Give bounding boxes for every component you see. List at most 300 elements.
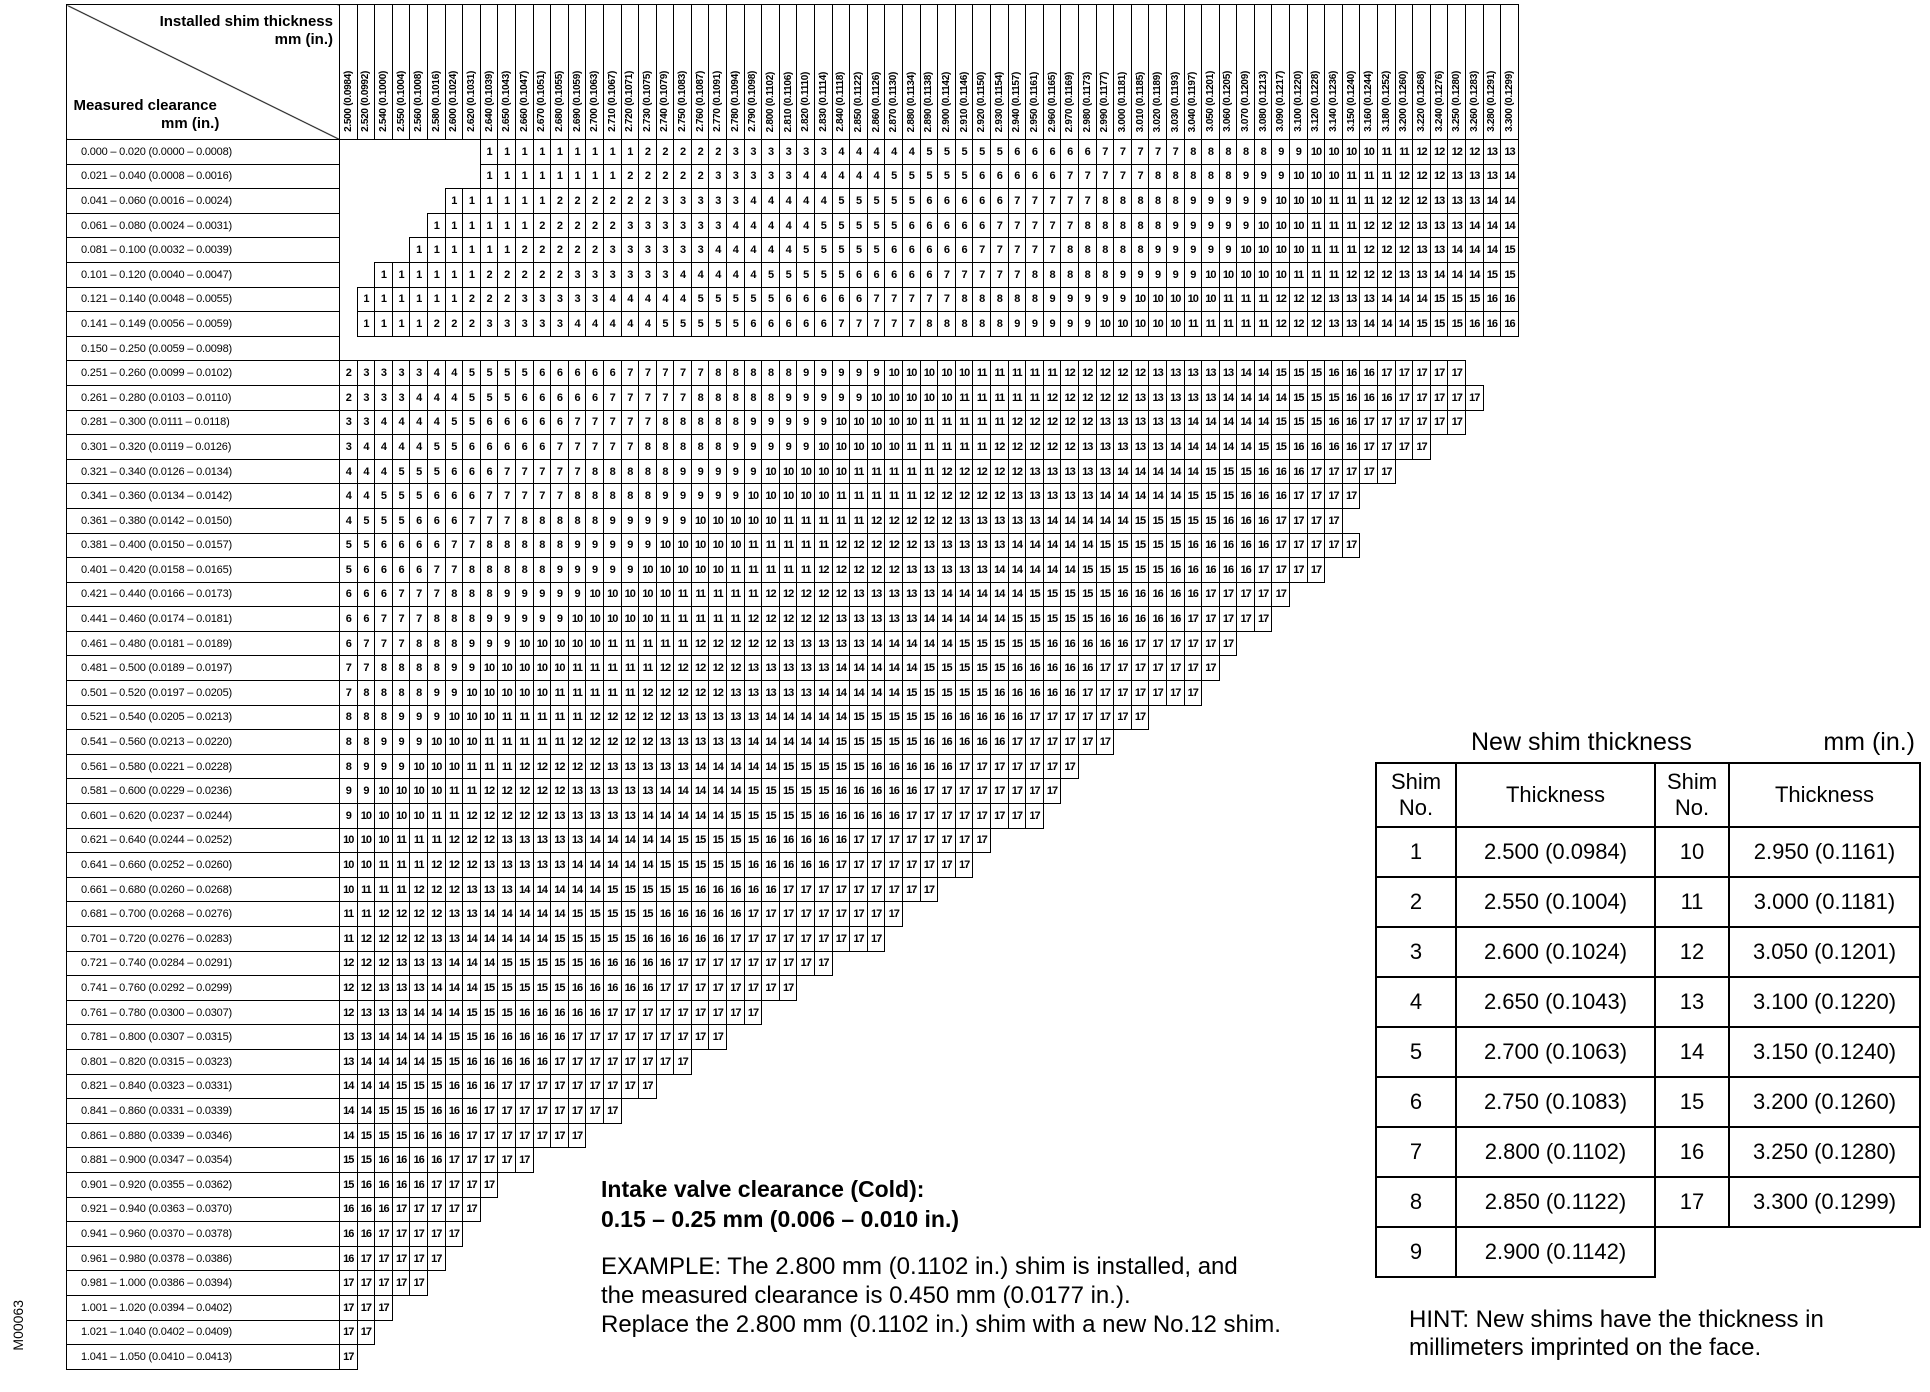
shim-number-cell: 14 (691, 804, 709, 829)
empty-cell (1237, 1099, 1255, 1124)
empty-cell (1166, 1197, 1184, 1222)
column-header-text: 2.980 (0.1173) (1081, 71, 1093, 132)
empty-cell (1096, 779, 1114, 804)
shim-number-cell: 15 (1026, 607, 1044, 632)
shim-number-cell: 1 (445, 189, 463, 214)
measured-clearance-row-label: 0.701 – 0.720 (0.0276 – 0.0283) (67, 927, 340, 952)
clearance-row (67, 459, 1519, 484)
shim-number-cell: 17 (445, 1172, 463, 1197)
empty-cell (903, 1099, 921, 1124)
shim-number-cell: 16 (955, 730, 973, 755)
shim-number-cell: 9 (1184, 262, 1202, 287)
shim-number-cell: 16 (639, 976, 657, 1001)
empty-cell (1237, 1025, 1255, 1050)
shim-number-cell: 15 (1290, 385, 1308, 410)
shim-number-cell: 6 (375, 558, 393, 583)
shim-number-cell: 16 (1342, 361, 1360, 386)
empty-cell (1202, 1099, 1220, 1124)
installed-thickness-column-header (762, 5, 780, 140)
shim-number-cell: 9 (709, 459, 727, 484)
shim-number-cell: 5 (463, 361, 481, 386)
shim-number-cell: 12 (1430, 140, 1448, 165)
shim-number-cell: 14 (586, 828, 604, 853)
empty-cell (973, 1345, 991, 1370)
shim-number-cell: 7 (603, 410, 621, 435)
shim-number-cell: 9 (463, 631, 481, 656)
shim-number-cell: 3 (568, 262, 586, 287)
empty-cell (1466, 558, 1484, 583)
column-header-text: 3.060 (0.1205) (1222, 71, 1234, 132)
shim-number-cell: 12 (1655, 927, 1729, 977)
empty-cell (445, 164, 463, 189)
shim-thickness-cell: 2.650 (0.1043) (1456, 977, 1655, 1027)
empty-cell (797, 1049, 815, 1074)
empty-cell (832, 1049, 850, 1074)
shim-number-cell: 8 (533, 558, 551, 583)
shim-number-cell: 1 (392, 312, 410, 337)
empty-cell (1342, 1148, 1360, 1173)
empty-cell (1290, 582, 1308, 607)
clearance-row (67, 1099, 1519, 1124)
shim-number-cell: 12 (867, 508, 885, 533)
empty-cell (938, 1099, 956, 1124)
shim-number-cell: 14 (463, 927, 481, 952)
empty-cell (1342, 754, 1360, 779)
empty-cell (1307, 1049, 1325, 1074)
shim-number-cell: 8 (498, 558, 516, 583)
shim-number-cell: 17 (674, 976, 692, 1001)
shim-number-cell: 10 (1325, 164, 1343, 189)
shim-number-cell: 3 (779, 164, 797, 189)
shim-number-cell: 12 (621, 705, 639, 730)
shim-number-cell: 16 (850, 779, 868, 804)
empty-cell (1219, 1074, 1237, 1099)
shim-number-cell: 1 (463, 262, 481, 287)
shim-number-cell: 14 (691, 754, 709, 779)
empty-cell (990, 1099, 1008, 1124)
shim-number-cell: 9 (1184, 189, 1202, 214)
shim-number-cell: 16 (463, 1049, 481, 1074)
shim-number-cell: 11 (744, 558, 762, 583)
empty-cell (392, 1345, 410, 1370)
shim-thickness-cell: 3.300 (0.1299) (1729, 1177, 1920, 1227)
empty-cell (1078, 927, 1096, 952)
shim-number-cell: 7 (1043, 189, 1061, 214)
shim-number-cell: 12 (955, 459, 973, 484)
shim-number-cell: 17 (1378, 361, 1396, 386)
shim-number-cell: 16 (410, 1123, 428, 1148)
shim-number-cell: 14 (867, 631, 885, 656)
empty-cell (1061, 1197, 1079, 1222)
shim-number-cell: 6 (445, 508, 463, 533)
shim-number-cell: 4 (375, 435, 393, 460)
shim-number-cell: 16 (639, 951, 657, 976)
shim-number-cell: 13 (1061, 484, 1079, 509)
empty-cell (1131, 1222, 1149, 1247)
shim-number-cell: 17 (903, 853, 921, 878)
shim-number-cell: 9 (1219, 238, 1237, 263)
empty-cell (1131, 1074, 1149, 1099)
shim-number-cell: 14 (639, 828, 657, 853)
shim-number-cell: 8 (445, 582, 463, 607)
shim-number-cell: 15 (709, 853, 727, 878)
clearance-line-2: 0.15 – 0.25 mm (0.006 – 0.010 in.) (601, 1206, 960, 1232)
empty-cell (1272, 828, 1290, 853)
empty-cell (1008, 1197, 1026, 1222)
shim-number-cell: 14 (480, 902, 498, 927)
shim-number-cell: 16 (603, 976, 621, 1001)
shim-table-row (1376, 827, 1920, 877)
shim-number-cell: 13 (779, 631, 797, 656)
shim-number-cell: 14 (920, 631, 938, 656)
shim-number-cell: 5 (515, 361, 533, 386)
shim-number-cell: 12 (1395, 238, 1413, 263)
clearance-row (67, 656, 1519, 681)
shim-number-cell: 17 (551, 1049, 569, 1074)
shim-number-cell: 14 (656, 804, 674, 829)
shim-number-cell: 17 (357, 1271, 375, 1296)
shim-number-cell: 7 (586, 410, 604, 435)
empty-cell (1272, 951, 1290, 976)
empty-cell (1184, 804, 1202, 829)
shim-number-cell: 17 (990, 754, 1008, 779)
empty-cell (1026, 828, 1044, 853)
shim-number-cell: 12 (427, 853, 445, 878)
empty-cell (392, 140, 410, 165)
shim-number-cell: 17 (603, 1025, 621, 1050)
shim-number-cell: 7 (1043, 213, 1061, 238)
shim-number-cell: 13 (797, 681, 815, 706)
column-header-text: 2.760 (0.1087) (694, 71, 706, 132)
shim-number-cell: 7 (621, 385, 639, 410)
shim-number-cell: 1 (498, 140, 516, 165)
empty-cell (1501, 385, 1519, 410)
empty-cell (1096, 1074, 1114, 1099)
shim-number-cell: 3 (357, 361, 375, 386)
shim-number-cell: 8 (727, 385, 745, 410)
shim-number-cell: 13 (1448, 189, 1466, 214)
empty-cell (674, 1148, 692, 1173)
empty-cell (1219, 1000, 1237, 1025)
hint-text (1409, 1306, 1824, 1362)
empty-cell (1114, 1172, 1132, 1197)
shim-number-cell: 9 (568, 558, 586, 583)
shim-number-cell: 6 (920, 238, 938, 263)
shim-number-cell: 13 (850, 607, 868, 632)
installed-thickness-column-header (1413, 5, 1431, 140)
shim-number-cell: 8 (639, 484, 657, 509)
shim-thickness-cell: 3.200 (0.1260) (1729, 1077, 1920, 1127)
shim-number-cell: 17 (1360, 459, 1378, 484)
shim-number-cell: 13 (1114, 435, 1132, 460)
shim-number-cell: 14 (903, 656, 921, 681)
empty-cell (1254, 1000, 1272, 1025)
shim-number-cell: 6 (515, 435, 533, 460)
shim-number-cell: 16 (1254, 508, 1272, 533)
empty-cell (920, 1345, 938, 1370)
empty-cell (1008, 1025, 1026, 1050)
shim-number-cell: 5 (656, 312, 674, 337)
empty-cell (744, 1049, 762, 1074)
shim-number-cell: 7 (392, 582, 410, 607)
shim-number-cell: 14 (357, 1099, 375, 1124)
shim-number-cell: 17 (1131, 705, 1149, 730)
installed-thickness-column-header (410, 5, 428, 140)
shim-number-cell: 17 (1166, 656, 1184, 681)
empty-cell (1061, 1000, 1079, 1025)
empty-cell (1166, 730, 1184, 755)
shim-number-cell: 6 (955, 189, 973, 214)
shim-number-cell: 17 (1272, 558, 1290, 583)
shim-number-cell: 2 (498, 287, 516, 312)
empty-cell (885, 1099, 903, 1124)
shim-number-cell: 11 (832, 508, 850, 533)
column-header-text: 2.790 (0.1098) (747, 71, 759, 132)
shim-number-cell: 12 (955, 484, 973, 509)
empty-cell (1290, 1099, 1308, 1124)
empty-cell (1325, 1320, 1343, 1345)
empty-cell (920, 902, 938, 927)
shim-number-cell: 4 (375, 459, 393, 484)
shim-number-cell: 13 (920, 533, 938, 558)
shim-number-cell: 14 (779, 705, 797, 730)
shim-number-cell: 14 (1219, 435, 1237, 460)
shim-number-cell: 6 (357, 558, 375, 583)
empty-cell (1290, 1222, 1308, 1247)
empty-cell (1061, 951, 1079, 976)
shim-number-cell: 11 (903, 459, 921, 484)
example-text (601, 1252, 1281, 1339)
shim-number-cell: 9 (656, 484, 674, 509)
shim-number-cell: 7 (920, 287, 938, 312)
shim-number-cell: 17 (709, 951, 727, 976)
shim-number-cell: 8 (427, 607, 445, 632)
empty-cell (427, 1295, 445, 1320)
shim-number-cell: 11 (903, 484, 921, 509)
shim-number-cell: 13 (410, 951, 428, 976)
shim-table-title-bar (1375, 722, 1921, 762)
empty-cell (1501, 435, 1519, 460)
shim-number-cell: 17 (357, 1320, 375, 1345)
empty-cell (1254, 1049, 1272, 1074)
shim-number-cell: 4 (815, 189, 833, 214)
shim-number-cell: 16 (480, 1074, 498, 1099)
shim-number-cell: 14 (410, 1025, 428, 1050)
shim-number-cell: 12 (1008, 410, 1026, 435)
shim-number-cell: 15 (674, 853, 692, 878)
shim-number-cell: 15 (568, 902, 586, 927)
shim-number-cell: 3 (375, 385, 393, 410)
empty-cell (990, 877, 1008, 902)
shim-number-cell: 12 (568, 730, 586, 755)
shim-number-cell: 9 (445, 656, 463, 681)
shim-number-cell: 13 (1008, 508, 1026, 533)
shim-number-cell: 9 (1166, 238, 1184, 263)
shim-number-cell: 3 (639, 213, 657, 238)
empty-cell (1395, 459, 1413, 484)
shim-number-cell: 14 (1078, 508, 1096, 533)
shim-number-cell: 10 (885, 435, 903, 460)
measured-clearance-row-label: 0.301 – 0.320 (0.0119 – 0.0126) (67, 435, 340, 460)
empty-cell (551, 1271, 569, 1296)
empty-cell (903, 1148, 921, 1173)
shim-no-header: Shim No. (1376, 763, 1456, 827)
installed-thickness-column-header (1360, 5, 1378, 140)
empty-cell (1096, 902, 1114, 927)
shim-number-cell: 14 (779, 730, 797, 755)
empty-cell (797, 1025, 815, 1050)
empty-cell (1096, 1025, 1114, 1050)
empty-cell (674, 1074, 692, 1099)
column-header-text: 3.160 (0.1244) (1363, 71, 1375, 132)
shim-number-cell: 8 (586, 508, 604, 533)
shim-number-cell: 9 (1061, 287, 1079, 312)
shim-number-cell: 13 (867, 582, 885, 607)
empty-cell (1254, 1197, 1272, 1222)
shim-number-cell: 10 (392, 779, 410, 804)
shim-number-cell: 15 (1272, 435, 1290, 460)
shim-number-cell: 12 (1413, 140, 1431, 165)
shim-number-cell: 15 (480, 1000, 498, 1025)
shim-number-cell: 9 (603, 558, 621, 583)
shim-number-cell: 14 (1078, 533, 1096, 558)
empty-cell (727, 1123, 745, 1148)
shim-number-cell: 14 (1237, 385, 1255, 410)
column-header-text: 3.010 (0.1185) (1134, 71, 1146, 132)
empty-cell (1272, 1148, 1290, 1173)
shim-number-cell: 4 (850, 164, 868, 189)
shim-number-cell: 17 (568, 1099, 586, 1124)
shim-number-cell: 10 (445, 754, 463, 779)
shim-number-cell: 3 (744, 140, 762, 165)
empty-cell (1131, 804, 1149, 829)
empty-cell (1342, 1099, 1360, 1124)
shim-number-cell: 16 (709, 902, 727, 927)
shim-number-cell: 11 (340, 927, 358, 952)
shim-number-cell: 17 (1325, 459, 1343, 484)
empty-cell (1237, 1123, 1255, 1148)
shim-number-cell: 11 (1342, 238, 1360, 263)
shim-number-cell: 14 (639, 853, 657, 878)
shim-number-cell: 10 (1202, 262, 1220, 287)
empty-cell (779, 1000, 797, 1025)
column-header-text: 2.910 (0.1146) (958, 71, 970, 132)
shim-number-cell: 14 (639, 804, 657, 829)
empty-cell (1378, 1345, 1396, 1370)
shim-number-cell: 17 (867, 828, 885, 853)
column-header-text: 2.650 (0.1043) (501, 71, 513, 132)
empty-cell (779, 1074, 797, 1099)
empty-cell (1202, 1123, 1220, 1148)
shim-number-cell: 3 (709, 164, 727, 189)
shim-number-cell: 8 (410, 656, 428, 681)
empty-cell (727, 1049, 745, 1074)
empty-cell (903, 1123, 921, 1148)
empty-cell (1254, 804, 1272, 829)
empty-cell (674, 1123, 692, 1148)
empty-cell (1466, 681, 1484, 706)
empty-cell (533, 1148, 551, 1173)
shim-number-cell: 8 (480, 533, 498, 558)
shim-number-cell: 15 (797, 804, 815, 829)
empty-cell (1378, 484, 1396, 509)
shim-number-cell: 5 (463, 385, 481, 410)
empty-cell (1307, 976, 1325, 1001)
shim-number-cell: 14 (1184, 410, 1202, 435)
shim-number-cell: 2 (480, 262, 498, 287)
shim-number-cell: 8 (410, 681, 428, 706)
shim-number-cell: 8 (1096, 262, 1114, 287)
empty-cell (1342, 1123, 1360, 1148)
empty-cell (1149, 853, 1167, 878)
shim-number-cell: 13 (674, 705, 692, 730)
shim-number-cell: 17 (656, 1000, 674, 1025)
shim-number-cell: 17 (744, 902, 762, 927)
shim-number-cell: 10 (955, 361, 973, 386)
empty-cell (1131, 754, 1149, 779)
measured-clearance-row-label: 0.601 – 0.620 (0.0237 – 0.0244) (67, 804, 340, 829)
shim-number-cell: 9 (674, 484, 692, 509)
empty-cell (357, 140, 375, 165)
shim-number-cell: 1 (392, 262, 410, 287)
shim-number-cell: 5 (340, 533, 358, 558)
shim-number-cell: 5 (867, 213, 885, 238)
shim-number-cell: 16 (1360, 385, 1378, 410)
shim-number-cell: 4 (832, 140, 850, 165)
shim-number-cell: 10 (1325, 140, 1343, 165)
shim-number-cell: 4 (357, 435, 375, 460)
shim-number-cell: 17 (1290, 508, 1308, 533)
clearance-row (67, 730, 1519, 755)
shim-number-cell: 9 (850, 385, 868, 410)
empty-cell (973, 1074, 991, 1099)
empty-cell (1325, 582, 1343, 607)
empty-cell (850, 951, 868, 976)
shim-number-cell: 17 (815, 877, 833, 902)
shim-number-cell: 14 (885, 656, 903, 681)
empty-cell (1219, 1197, 1237, 1222)
installed-thickness-column-header (1184, 5, 1202, 140)
empty-cell (1430, 435, 1448, 460)
installed-thickness-column-header (1272, 5, 1290, 140)
shim-number-cell: 5 (357, 508, 375, 533)
shim-number-cell: 8 (392, 681, 410, 706)
shim-number-cell: 14 (1395, 287, 1413, 312)
measured-clearance-row-label: 0.281 – 0.300 (0.0111 – 0.0118) (67, 410, 340, 435)
shim-number-cell: 10 (515, 656, 533, 681)
installed-thickness-column-header (779, 5, 797, 140)
empty-cell (1219, 730, 1237, 755)
shim-number-cell: 4 (885, 140, 903, 165)
empty-cell (1307, 1295, 1325, 1320)
shim-number-cell: 8 (656, 459, 674, 484)
shim-number-cell: 10 (709, 508, 727, 533)
shim-number-cell: 11 (920, 459, 938, 484)
empty-cell (1307, 779, 1325, 804)
shim-number-cell: 9 (427, 681, 445, 706)
installed-thickness-column-header (1237, 5, 1255, 140)
shim-number-cell: 2 (340, 361, 358, 386)
empty-cell (990, 853, 1008, 878)
shim-number-cell: 12 (463, 853, 481, 878)
shim-number-cell: 3 (533, 312, 551, 337)
shim-number-cell: 11 (727, 607, 745, 632)
shim-number-cell: 13 (1149, 435, 1167, 460)
shim-number-cell: 12 (709, 631, 727, 656)
shim-number-cell: 16 (463, 1099, 481, 1124)
empty-cell (938, 1345, 956, 1370)
shim-number-cell: 9 (709, 484, 727, 509)
